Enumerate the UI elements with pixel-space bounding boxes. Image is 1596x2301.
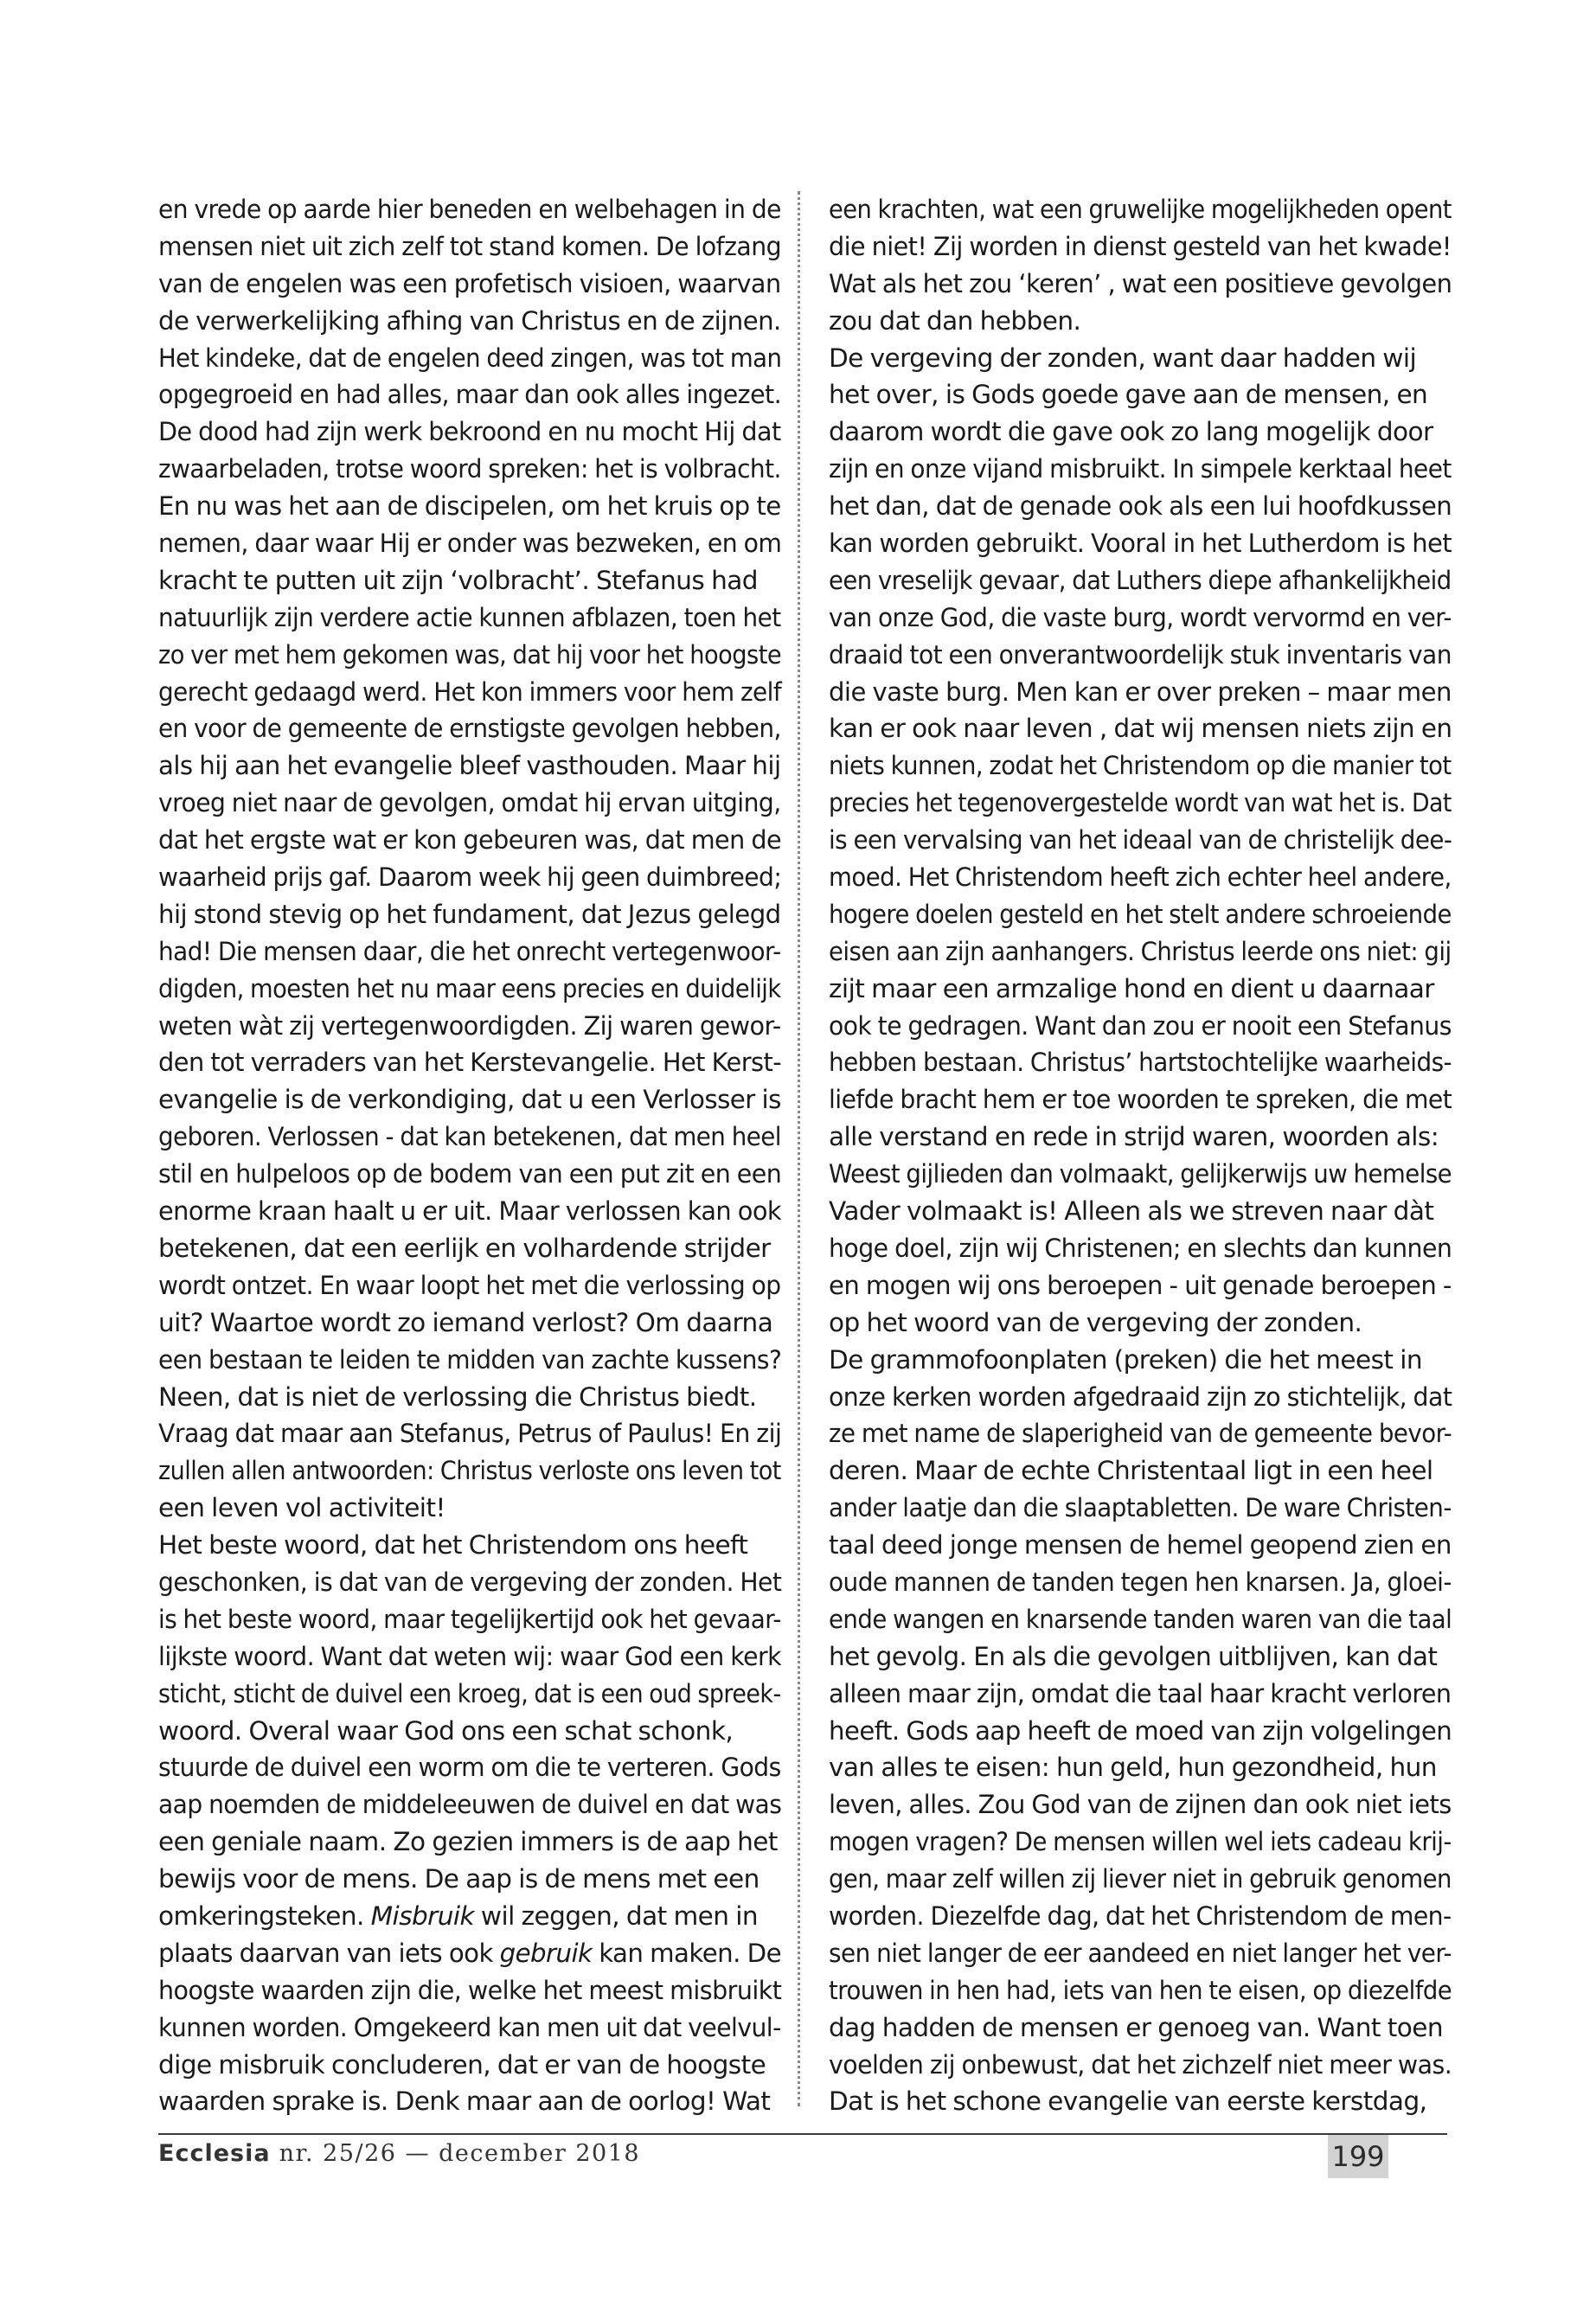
text-line: alleen maar zijn, omdat die taal haar kracht verloren bbox=[829, 1678, 1452, 1708]
text-line: leven, alles. Zou God van de zijnen dan ook niet iets bbox=[829, 1790, 1452, 1820]
text-line: Dat is het schone evangelie van eerste kerstdag, bbox=[829, 2086, 1427, 2117]
text-line: alle verstand en rede in strijd waren, woorden als: bbox=[829, 1122, 1439, 1152]
text-line: heeft. Gods aap heeft de moed van zijn volgelingen bbox=[829, 1715, 1452, 1746]
text-line: het gevolg. En als die gevolgen uitblijven, kan dat bbox=[829, 1641, 1438, 1671]
text-line: een krachten, wat een gruwelijke mogelijkheden opent bbox=[829, 195, 1452, 224]
text-line: Neen, dat is niet de verlossing die Christus biedt. bbox=[158, 1381, 757, 1412]
text-line: ook te gedragen. Want dan zou er nooit een Stefanus bbox=[829, 1010, 1452, 1041]
text-line: zijn en onze vijand misbruikt. In simpele kerktaal heet bbox=[829, 454, 1452, 484]
text-line: en voor de gemeente de ernstigste gevolgen hebben, bbox=[158, 714, 781, 744]
text-line: daarom wordt die gave ook zo lang mogelijk door bbox=[829, 417, 1433, 447]
text-line: van de engelen was een profetisch visioen, waarvan bbox=[158, 268, 781, 298]
text-line: geboren. Verlossen - dat kan betekenen, dat men heel bbox=[158, 1122, 781, 1152]
text-line: een bestaan te leiden te midden van zachte kussens? bbox=[158, 1344, 782, 1375]
text-line: En nu was het aan de discipelen, om het kruis op te bbox=[158, 491, 781, 522]
text-line: sen niet langer de eer aandeed en niet langer het ver- bbox=[829, 1938, 1452, 1968]
text-line: uit? Waartoe wordt zo iemand verlost? Om daarna bbox=[158, 1307, 773, 1337]
page-number: 199 bbox=[1328, 2135, 1388, 2178]
text-line: liefde bracht hem er toe woorden te spreken, die met bbox=[829, 1085, 1452, 1115]
text-line: stil en hulpeloos op de bodem van een put zit en een bbox=[158, 1159, 782, 1189]
text-line: woord. Overal waar God ons een schat schonk, bbox=[158, 1715, 734, 1746]
text-line: mensen niet uit zich zelf tot stand komen. De lofzang bbox=[158, 231, 782, 261]
text-line: eisen aan zijn aanhangers. Christus leerde ons niet: gij bbox=[829, 936, 1452, 966]
text-line: lijkste woord. Want dat weten wij: waar God een kerk bbox=[158, 1641, 782, 1671]
text-line: zou dat dan hebben. bbox=[829, 305, 1081, 336]
text-line: zijt maar een armzalige hond en dient u daarnaar bbox=[829, 973, 1434, 1003]
left-text-column bbox=[158, 191, 781, 2120]
text-line: ander laatje dan die slaaptabletten. De ware Christen- bbox=[829, 1493, 1452, 1523]
text-line: hoge doel, zijn wij Christenen; en slechts dan kunnen bbox=[829, 1233, 1452, 1263]
text-line: een geniale naam. Zo gezien immers is de aap het bbox=[158, 1827, 778, 1857]
text-line: mogen vragen? De mensen willen wel iets cadeau krij- bbox=[829, 1827, 1452, 1857]
text-line: dag hadden de mensen er genoeg van. Want toen bbox=[829, 2012, 1444, 2042]
text-line: dat het ergste wat er kon gebeuren was, dat men de bbox=[158, 825, 782, 856]
text-line: Weest gijlieden dan volmaakt, gelijkerwijs uw hemelse bbox=[829, 1159, 1452, 1189]
column-divider bbox=[798, 191, 800, 2106]
text-line: bewijs voor de mens. De aap is de mens met een bbox=[158, 1864, 760, 1894]
text-line: een leven vol activiteit! bbox=[158, 1493, 445, 1523]
text-line: draaid tot een onverantwoordelijk stuk inventaris van bbox=[829, 639, 1452, 670]
text-line: ende wangen en knarsende tanden waren van die taal bbox=[829, 1604, 1452, 1634]
text-line: een vreselijk gevaar, dat Luthers diepe afhankelijkheid bbox=[829, 565, 1452, 595]
text-line: zwaarbeladen, trotse woord spreken: het is volbracht. bbox=[158, 454, 781, 484]
text-line: aap noemden de middeleeuwen de duivel en dat was bbox=[158, 1790, 782, 1820]
text-line: is een vervalsing van het ideaal van de christelijk dee- bbox=[829, 825, 1452, 856]
right-text-column bbox=[829, 191, 1452, 2120]
text-line: evangelie is de verkondiging, dat u een Verlosser is bbox=[158, 1085, 781, 1115]
text-line: is het beste woord, maar tegelijkertijd ook het gevaar- bbox=[158, 1604, 781, 1634]
text-line: vroeg niet naar de gevolgen, omdat hij ervan uitging, bbox=[158, 788, 781, 818]
text-line: waarden sprake is. Denk maar aan de oorlog! Wat bbox=[158, 2086, 771, 2117]
text-line: Het beste woord, dat het Christendom ons heeft bbox=[158, 1530, 748, 1561]
text-line: onze kerken worden afgedraaid zijn zo stichtelijk, dat bbox=[829, 1381, 1452, 1412]
text-line: het dan, dat de genade ook als een lui hoofdkussen bbox=[829, 491, 1452, 522]
text-line: sticht, sticht de duivel een kroeg, dat is een oud spreek- bbox=[158, 1678, 781, 1708]
footer-rule bbox=[158, 2133, 1447, 2135]
text-line: deren. Maar de echte Christentaal ligt in een heel bbox=[829, 1456, 1433, 1486]
text-line: en mogen wij ons beroepen - uit genade beroepen - bbox=[829, 1270, 1452, 1300]
magazine-name: Ecclesia bbox=[158, 2140, 271, 2167]
text-line: als hij aan het evangelie bleef vasthouden. Maar hij bbox=[158, 751, 781, 781]
text-line: had! Die mensen daar, die het onrecht vertegenwoor- bbox=[158, 936, 781, 966]
text-line: precies het tegenovergestelde wordt van wat het is. Dat bbox=[829, 788, 1452, 818]
text-line: worden. Diezelfde dag, dat het Christendom de men- bbox=[829, 1900, 1452, 1931]
text-line: natuurlijk zijn verdere actie kunnen afblazen, toen het bbox=[158, 602, 781, 632]
text-line: weten wàt zij vertegenwoordigden. Zij waren gewor- bbox=[158, 1010, 781, 1041]
text-line: oude mannen de tanden tegen hen knarsen. Ja, gloei- bbox=[829, 1567, 1452, 1597]
text-line: De grammofoonplaten (preken) die het meest in bbox=[829, 1344, 1423, 1375]
text-line: voelden zij onbewust, dat het zichzelf niet meer was. bbox=[829, 2049, 1452, 2080]
text-line: moed. Het Christendom heeft zich echter heel andere, bbox=[829, 862, 1452, 893]
text-line: van alles te eisen: hun geld, hun gezondheid, hun bbox=[829, 1753, 1437, 1783]
text-line: kan worden gebruikt. Vooral in het Lutherdom is het bbox=[829, 529, 1452, 559]
text-line: digden, moesten het nu maar eens precies en duidelijk bbox=[158, 973, 781, 1003]
text-line: Het kindeke, dat de engelen deed zingen, was tot man bbox=[158, 343, 782, 373]
text-line: Vraag dat maar aan Stefanus, Petrus of Paulus! En zij bbox=[158, 1419, 782, 1449]
text-line: die niet! Zij worden in dienst gesteld van het kwade! bbox=[829, 231, 1452, 261]
text-line: plaats daarvan van iets ook gebruik kan maken. De bbox=[158, 1938, 782, 1968]
text-line: taal deed jonge mensen de hemel geopend zien en bbox=[829, 1530, 1452, 1561]
footer-issue-info bbox=[158, 2137, 640, 2171]
text-line: trouwen in hen had, iets van hen te eisen, op diezelfde bbox=[829, 1975, 1452, 2005]
text-line: niets kunnen, zodat het Christendom op die manier tot bbox=[829, 751, 1452, 781]
text-line: op het woord van de vergeving der zonden. bbox=[829, 1307, 1362, 1337]
text-line: kan er ook naar leven , dat wij mensen niets zijn en bbox=[829, 714, 1452, 744]
text-line: omkeringsteken. Misbruik wil zeggen, dat men in bbox=[158, 1900, 759, 1931]
text-line: kunnen worden. Omgekeerd kan men uit dat veelvul- bbox=[158, 2012, 781, 2042]
text-line: den tot verraders van het Kerstevangelie. Het Kerst- bbox=[158, 1048, 782, 1078]
text-line: stuurde de duivel een worm om die te verteren. Gods bbox=[158, 1753, 781, 1783]
text-line: kracht te putten uit zijn ‘volbracht’. Stefanus had bbox=[158, 565, 758, 595]
text-line: en vrede op aarde hier beneden en welbehagen in de bbox=[158, 195, 781, 224]
text-line: Wat als het zou ‘keren’ , wat een positieve gevolgen bbox=[829, 268, 1452, 298]
text-line: waarheid prijs gaf. Daarom week hij geen duimbreed; bbox=[158, 862, 782, 893]
text-line: zo ver met hem gekomen was, dat hij voor het hoogste bbox=[158, 639, 782, 670]
text-line: wordt ontzet. En waar loopt het met die verlossing op bbox=[158, 1270, 781, 1300]
text-line: Vader volmaakt is! Alleen als we streven naar dàt bbox=[829, 1196, 1434, 1227]
text-line: geschonken, is dat van de vergeving der zonden. Het bbox=[158, 1567, 782, 1597]
text-line: opgegroeid en had alles, maar dan ook alles ingezet. bbox=[158, 380, 782, 410]
text-line: nemen, daar waar Hij er onder was bezweken, en om bbox=[158, 529, 782, 559]
text-line: dige misbruik concluderen, dat er van de hoogste bbox=[158, 2049, 766, 2080]
text-line: het over, is Gods goede gave aan de mensen, en bbox=[829, 380, 1428, 410]
text-line: gerecht gedaagd werd. Het kon immers voor hem zelf bbox=[158, 676, 782, 707]
text-line: hij stond stevig op het fundament, dat Jezus gelegd bbox=[158, 899, 781, 929]
text-line: hogere doelen gesteld en het stelt andere schroeiende bbox=[829, 899, 1452, 929]
text-line: gen, maar zelf willen zij liever niet in gebruik genomen bbox=[829, 1864, 1452, 1894]
text-line: die vaste burg. Men kan er over preken – maar men bbox=[829, 676, 1452, 707]
text-line: ze met name de slaperigheid van de gemeente bevor- bbox=[829, 1419, 1452, 1449]
text-line: De vergeving der zonden, want daar hadden wij bbox=[829, 343, 1417, 373]
issue-label: nr. 25/26 — december 2018 bbox=[279, 2140, 641, 2167]
text-line: hoogste waarden zijn die, welke het meest misbruikt bbox=[158, 1975, 782, 2005]
text-line: enorme kraan haalt u er uit. Maar verlossen kan ook bbox=[158, 1196, 782, 1227]
text-line: de verwerkelijking afhing van Christus en de zijnen. bbox=[158, 305, 781, 336]
text-line: zullen allen antwoorden: Christus verloste ons leven tot bbox=[158, 1456, 781, 1486]
text-line: betekenen, dat een eerlijk en volhardende strijder bbox=[158, 1233, 771, 1263]
text-line: hebben bestaan. Christus’ hartstochtelijke waarheids- bbox=[829, 1048, 1452, 1078]
text-line: van onze God, die vaste burg, wordt vervormd en ver- bbox=[829, 602, 1452, 632]
text-line: De dood had zijn werk bekroond en nu mocht Hij dat bbox=[158, 417, 781, 447]
